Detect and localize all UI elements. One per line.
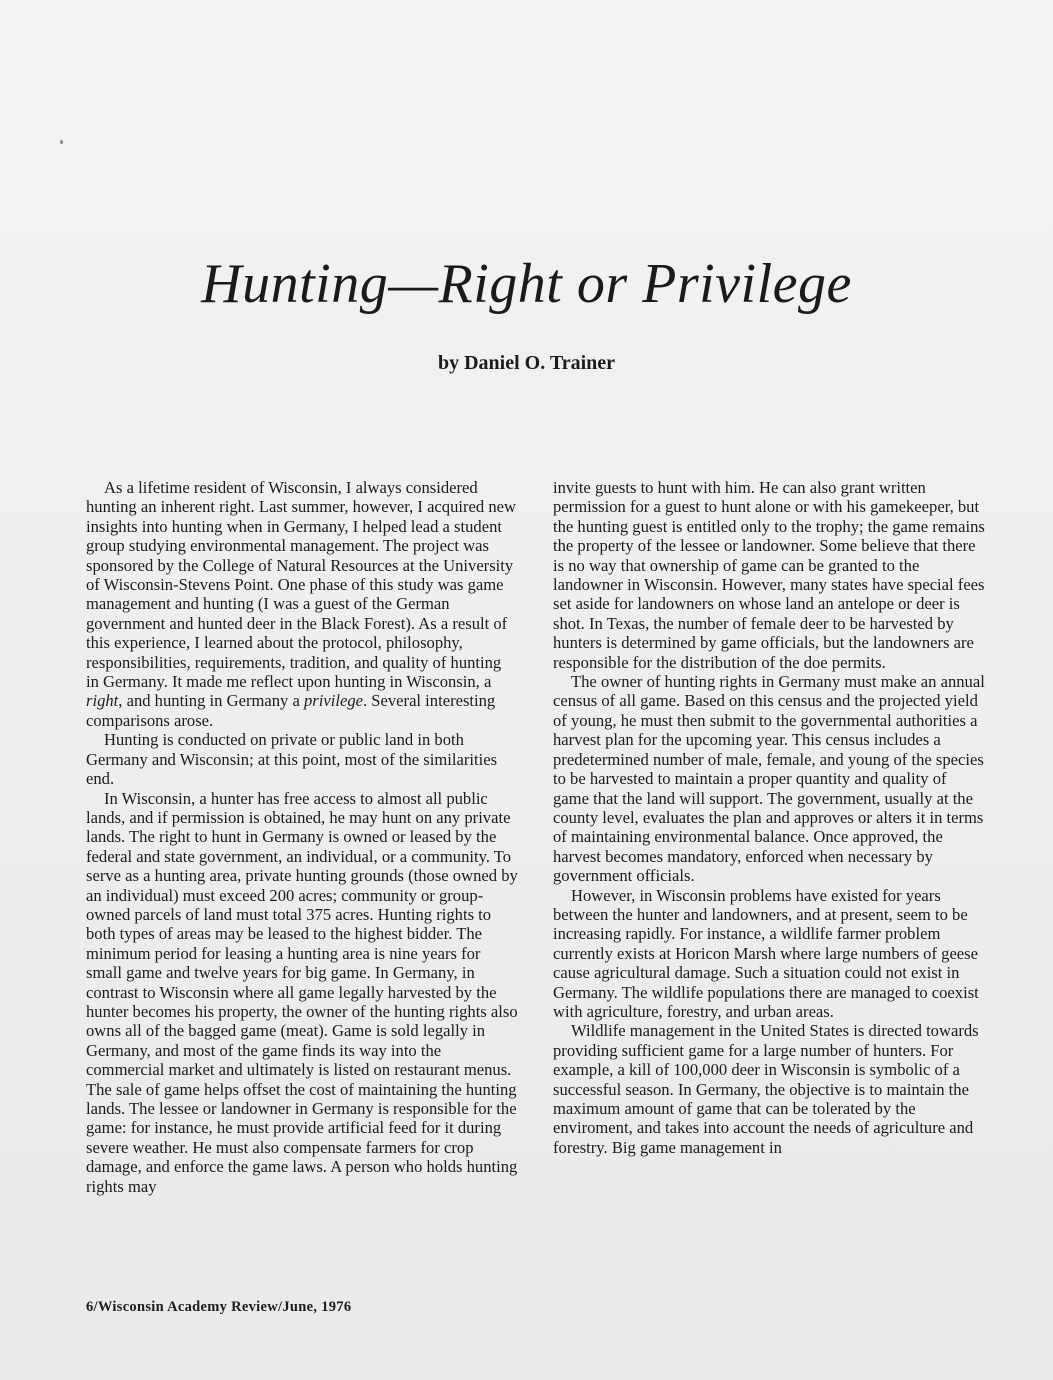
right-paragraph-1: invite guests to hunt with him. He can also grant written permission for a guest to hunt alone or with his gamekeeper, but the hunting guest is entitled only to the trophy; the game remains the property of the lessee or landowner. Some believe that there is no way that ownership of game can be granted to the landowner in Wisconsin. However, many states have special fees set aside for landowners on whose land an antelope or deer is shot. In Texas, the number of female deer to be harvested by hunters is determined by game officials, but the landowners are responsible for the distribution of the doe permits. (553, 478, 985, 672)
left-column (86, 478, 518, 1196)
article-byline: by Daniel O. Trainer (437, 352, 616, 374)
right-paragraph-3: However, in Wisconsin problems have existed for years between the hunter and landowners, and at present, seem to be increasing rapidly. For instance, a wildlife farmer problem currently exists at Horicon Marsh where large numbers of geese cause agricultural damage. Such a situation could not exist in Germany. The wildlife populations there are managed to coexist with agriculture, forestry, and urban areas. (553, 885, 979, 1021)
print-speck (60, 140, 63, 144)
article-title: Hunting—Right or Privilege (201, 253, 852, 315)
page-footer: 6/Wisconsin Academy Review/June, 1976 (86, 1299, 352, 1315)
emphasis-right: right (86, 691, 119, 711)
left-paragraph-2: Hunting is conducted on private or public land in both Germany and Wisconsin; at this point, most of the similarities end. (86, 730, 498, 789)
left-paragraph-3: In Wisconsin, a hunter has free access to almost all public lands, and if permission is obtained, he may hunt on any private lands. The right to hunt in Germany is owned or leased by the federal and state government, an individual, or a community. To serve as a hunting area, private hunting grounds (those owned by an individual) must exceed 200 acres; community or group-owned parcels of land must total 375 acres. Hunting rights to both types of areas may be leased to the highest bidder. The minimum period for leasing a hunting area is nine years for small game and twelve years for big game. In Germany, in contrast to Wisconsin where all game legally harvested by the hunter becomes his property, the owner of the hunting rights also owns all of the bagged game (meat). Game is sold legally in Germany, and most of the game finds its way into the commercial market and ultimately is listed on restaurant menus. The sale of game helps offset the cost of maintaining the hunting lands. The lessee or landowner in Germany is responsible for the game: for instance, he must provide artificial feed for it during severe weather. He must also compensate farmers for crop damage, and enforce the game laws. A person who holds hunting rights may (86, 788, 518, 1196)
right-paragraph-4: Wildlife management in the United States is directed towards providing sufficient game for a large number of hunters. For example, a kill of 100,000 deer in Wisconsin is symbolic of a successful season. In Germany, the objective is to maintain the maximum amount of game that can be tolerated by the enviroment, and takes into account the needs of agriculture and forestry. Big game management in (553, 1021, 979, 1157)
right-paragraph-2: The owner of hunting rights in Germany must make an annual census of all game. Based on this census and the projected yield of young, he must then submit to the governmental authorities a harvest plan for the upcoming year. This census includes a predetermined number of male, female, and young of the species to be harvested to maintain a proper quantity and quality of game that the land will support. The government, usually at the county level, evaluates the plan and approves or alters it in terms of maintaining environmental balance. Once approved, the harvest becomes mandatory, enforced when necessary by government officials. (553, 672, 985, 886)
left-paragraph-1: As a lifetime resident of Wisconsin, I always considered hunting an inherent right. Last summer, however, I acquired new insights into hunting when in Germany, I helped lead a student group studying environmental management. The project was sponsored by the College of Natural Resources at the University of Wisconsin-Stevens Point. One phase of this study was game management and hunting (I was a guest of the German government and hunted deer in the Black Forest). As a result of this experience, I learned about the protocol, philosophy, responsibilities, requirements, tradition, and quality of hunting in Germany. It made me reflect upon hunting in Wisconsin, a right, and hunting in Germany a privilege. Several interesting comparisons arose. (86, 478, 516, 730)
emphasis-privilege: privilege (304, 691, 363, 711)
right-column (553, 478, 985, 1157)
